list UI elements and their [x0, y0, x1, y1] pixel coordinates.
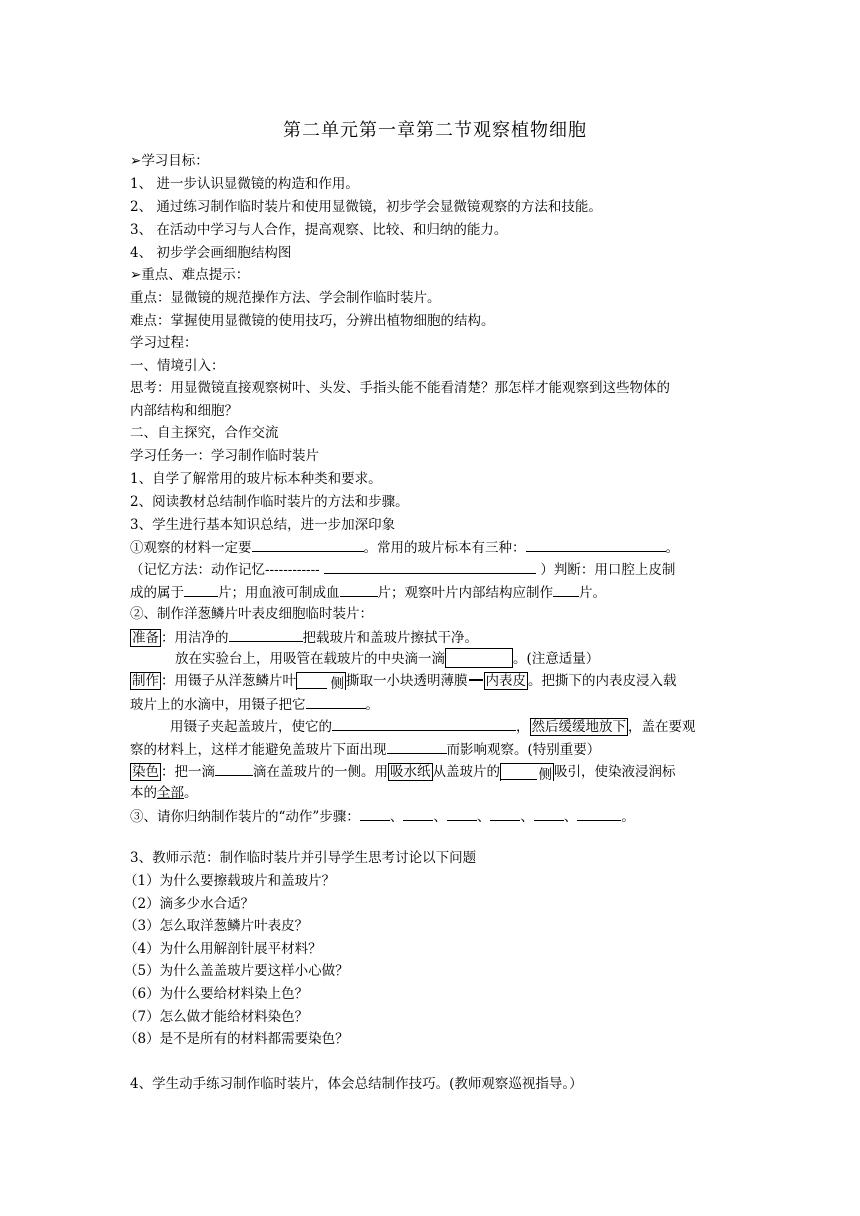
question-item: （7）怎么做才能给材料染色？ [124, 1009, 309, 1025]
question-item: （3）怎么取洋葱鳞片叶表皮？ [124, 918, 309, 934]
step-label: 染色 [132, 764, 159, 780]
blank[interactable] [215, 760, 253, 776]
arrow-bullet-icon: ➢ [130, 267, 142, 283]
underlined-text: 全部 [157, 785, 184, 801]
blank-box[interactable]: 侧 [296, 672, 346, 690]
blank[interactable] [229, 626, 303, 642]
question-item: （6）为什么要给材料染上色？ [124, 986, 309, 1002]
question-item: （1）为什么要擦载玻片和盖玻片？ [124, 873, 336, 889]
question-item: （5）为什么盖盖玻片要这样小心做？ [124, 963, 349, 979]
task-heading: 学习任务一：学习制作临时装片 [130, 448, 319, 464]
list-item: 1、自学了解常用的玻片标本种类和要求。 [130, 471, 382, 487]
blank-box[interactable]: 侧 [500, 763, 554, 781]
step-label: 准备 [132, 630, 159, 646]
practice-line: 4、学生动手练习制作临时装片，体会总结制作技巧。(教师观察巡视指导。） [130, 1076, 583, 1092]
key-difficulty: 难点：掌握使用显微镜的使用技巧，分辨出植物细胞的结构。 [130, 313, 495, 329]
dash-mark [469, 679, 483, 681]
boxed-text: 内表皮 [485, 673, 526, 689]
question-item: （8）是不是所有的材料都需要染色？ [124, 1031, 349, 1047]
fill-line: 玻片上的水滴中，用镊子把它 。 [130, 693, 379, 715]
fill-line: ①观察的材料一定要 。常用的玻片标本有三种： 。 [130, 536, 679, 558]
goal-item: 2、 通过练习制作临时装片和使用显微镜，初步学会显微镜观察的方法和技能。 [130, 199, 602, 215]
blank[interactable] [403, 805, 433, 821]
blank[interactable] [360, 805, 390, 821]
fill-line: 用镊子夹起盖玻片，使它的 ， 然后缓缓地放下 ，盖在要观 [170, 715, 696, 737]
step-label: 制作 [132, 673, 159, 689]
list-item: 2、阅读教材总结制作临时装片的方法和步骤。 [130, 494, 409, 510]
blank[interactable] [577, 805, 621, 821]
goal-item: 3、 在活动中学习与人合作，提高观察、比较、和归纳的能力。 [130, 222, 508, 238]
section-heading: 一、情境引入： [130, 358, 225, 374]
fill-line: 察的材料上，这样才能避免盖玻片下面出现 而影响观察。(特别重要） [130, 738, 600, 760]
blank[interactable] [340, 581, 378, 597]
goal-item: 4、 初步学会画细胞结构图 [130, 245, 292, 261]
question-item: （2）滴多少水合适？ [124, 896, 255, 912]
blank[interactable] [324, 558, 536, 574]
goals-heading: ➢学习目标： [130, 153, 209, 169]
list-item: 3、学生进行基本知识总结，进一步加深印象 [130, 517, 396, 533]
fill-line: 准备 ：用洁净的 把载玻片和盖玻片擦拭干净。 [130, 626, 478, 648]
blank[interactable] [526, 536, 666, 552]
question-item: （4）为什么用解剖针展平材料？ [124, 941, 322, 957]
fill-line: 染色 ：把一滴 滴在盖玻片的一侧。用 吸水纸 从盖玻片的 侧 吸引，使染液浸润标 [130, 760, 676, 782]
section-heading: 二、自主探究，合作交流 [130, 425, 279, 441]
page-title: 第二单元第一章第二节观察植物细胞 [283, 120, 587, 141]
blank[interactable] [387, 738, 447, 754]
goal-item: 1、 进一步认识显微镜的构造和作用。 [130, 176, 359, 192]
fill-line: 制作 ：用镊子从洋葱鳞片叶 侧 撕取一小块透明薄膜 内表皮 。把撕下的内表皮浸入载 [132, 673, 677, 692]
blank[interactable] [332, 715, 516, 731]
blank[interactable] [534, 805, 564, 821]
blank[interactable] [553, 581, 579, 597]
fill-line: 放在实验台上，用吸管在载玻片的中央滴一滴 。(注意适量） [175, 648, 599, 670]
demo-heading: 3、教师示范：制作临时装片并引导学生思考讨论以下问题 [130, 850, 477, 866]
boxed-text: 吸水纸 [390, 764, 431, 780]
fill-line: （记忆方法：动作记忆------------ ）判断：用口腔上皮制 [130, 558, 675, 580]
arrow-bullet-icon: ➢ [130, 153, 142, 169]
blank[interactable] [184, 581, 218, 597]
think-line: 内部结构和细胞？ [130, 403, 238, 419]
fill-line: ③、请你归纳制作装片的“动作”步骤： 、 、 、 、 、 。 [130, 805, 635, 827]
key-point: 重点：显微镜的规范操作方法、学会制作临时装片。 [130, 290, 441, 306]
fill-line: ②、制作洋葱鳞片叶表皮细胞临时装片： [130, 606, 373, 622]
think-line: 思考：用显微镜直接观察树叶、头发、手指头能不能看清楚？那怎样才能观察到这些物体的 [130, 380, 670, 396]
boxed-text: 然后缓缓地放下 [531, 719, 626, 735]
blank[interactable] [306, 693, 366, 709]
key-heading: ➢重点、难点提示： [130, 267, 250, 283]
process-heading: 学习过程： [130, 335, 198, 351]
blank[interactable] [447, 805, 477, 821]
blank[interactable] [252, 536, 364, 552]
fill-line: 本的全部。 [130, 785, 198, 801]
blank-box[interactable] [445, 648, 513, 668]
blank[interactable] [490, 805, 520, 821]
fill-line: 成的属于 片；用血液可制成血 片；观察叶片内部结构应制作 片。 [130, 581, 606, 603]
